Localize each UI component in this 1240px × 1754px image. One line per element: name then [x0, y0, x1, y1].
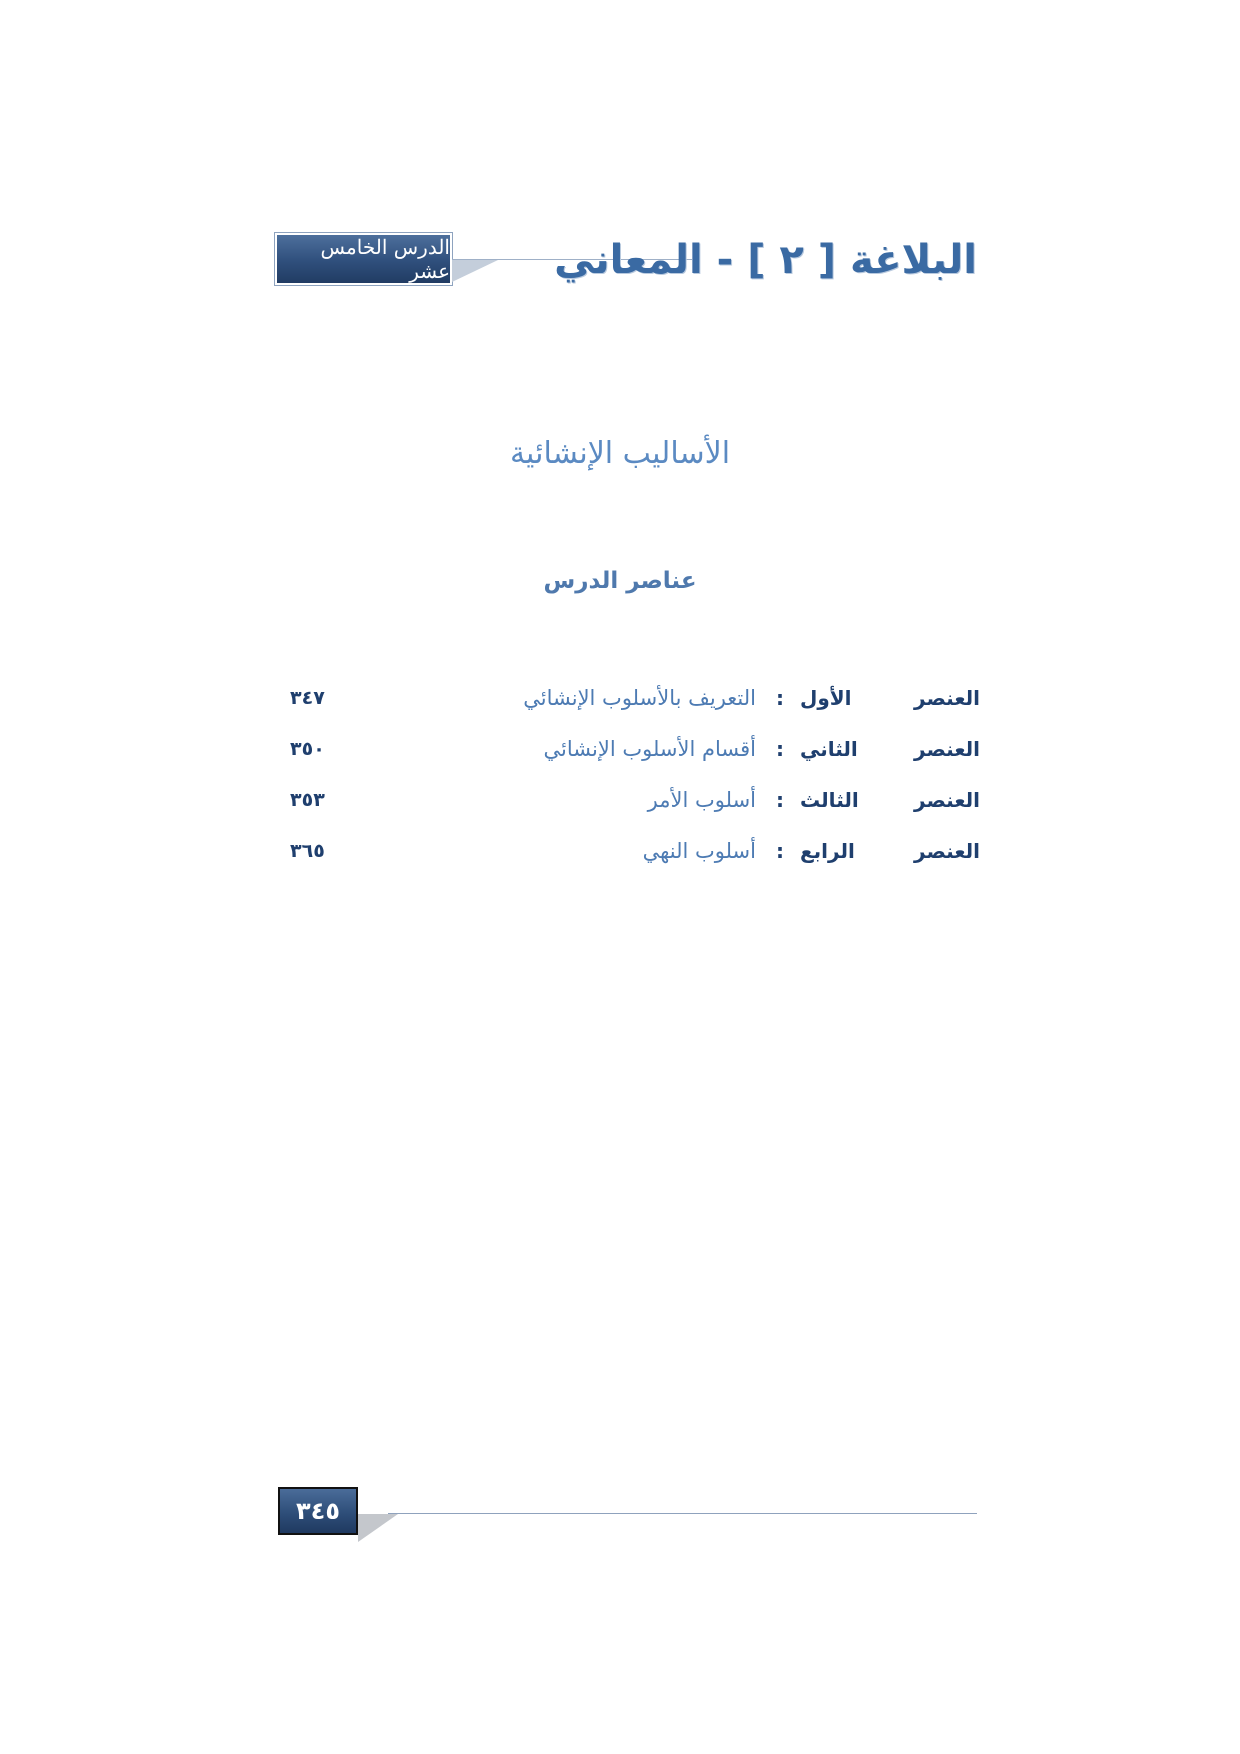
- page-number-shadow: [358, 1514, 398, 1542]
- toc-row: [290, 834, 980, 868]
- toc-separator: :: [776, 686, 784, 710]
- toc-label: العنصر الثالث: [800, 788, 980, 812]
- toc-page-number: ٣٥٣: [290, 789, 325, 811]
- lesson-badge: الدرس الخامس عشر: [275, 233, 452, 285]
- toc-topic: أسلوب النهي: [642, 839, 756, 863]
- toc-page-number: ٣٦٥: [290, 840, 325, 862]
- toc-page-number: ٣٥٠: [290, 738, 325, 760]
- book-title: البلاغة [ ٢ ] - المعاني: [554, 237, 977, 283]
- elements-heading: عناصر الدرس: [543, 568, 697, 594]
- toc-page-number: ٣٤٧: [290, 687, 325, 709]
- toc-row: [290, 783, 980, 817]
- toc-topic: أقسام الأسلوب الإنشائي: [543, 737, 756, 761]
- toc-row: [290, 681, 980, 715]
- toc-topic: التعريف بالأسلوب الإنشائي: [523, 686, 756, 710]
- toc-separator: :: [776, 737, 784, 761]
- header-badge-shadow: [452, 260, 498, 282]
- footer-divider: [388, 1513, 977, 1514]
- toc-topic: أسلوب الأمر: [647, 788, 756, 812]
- toc-separator: :: [776, 788, 784, 812]
- toc-label: العنصر الثاني: [800, 737, 980, 761]
- toc-separator: :: [776, 839, 784, 863]
- toc-label: العنصر الأول: [800, 686, 980, 710]
- toc-row: [290, 732, 980, 766]
- page-number: ٣٤٥: [278, 1487, 358, 1535]
- toc-label: العنصر الرابع: [800, 839, 980, 863]
- lesson-title: الأساليب الإنشائية: [509, 436, 731, 471]
